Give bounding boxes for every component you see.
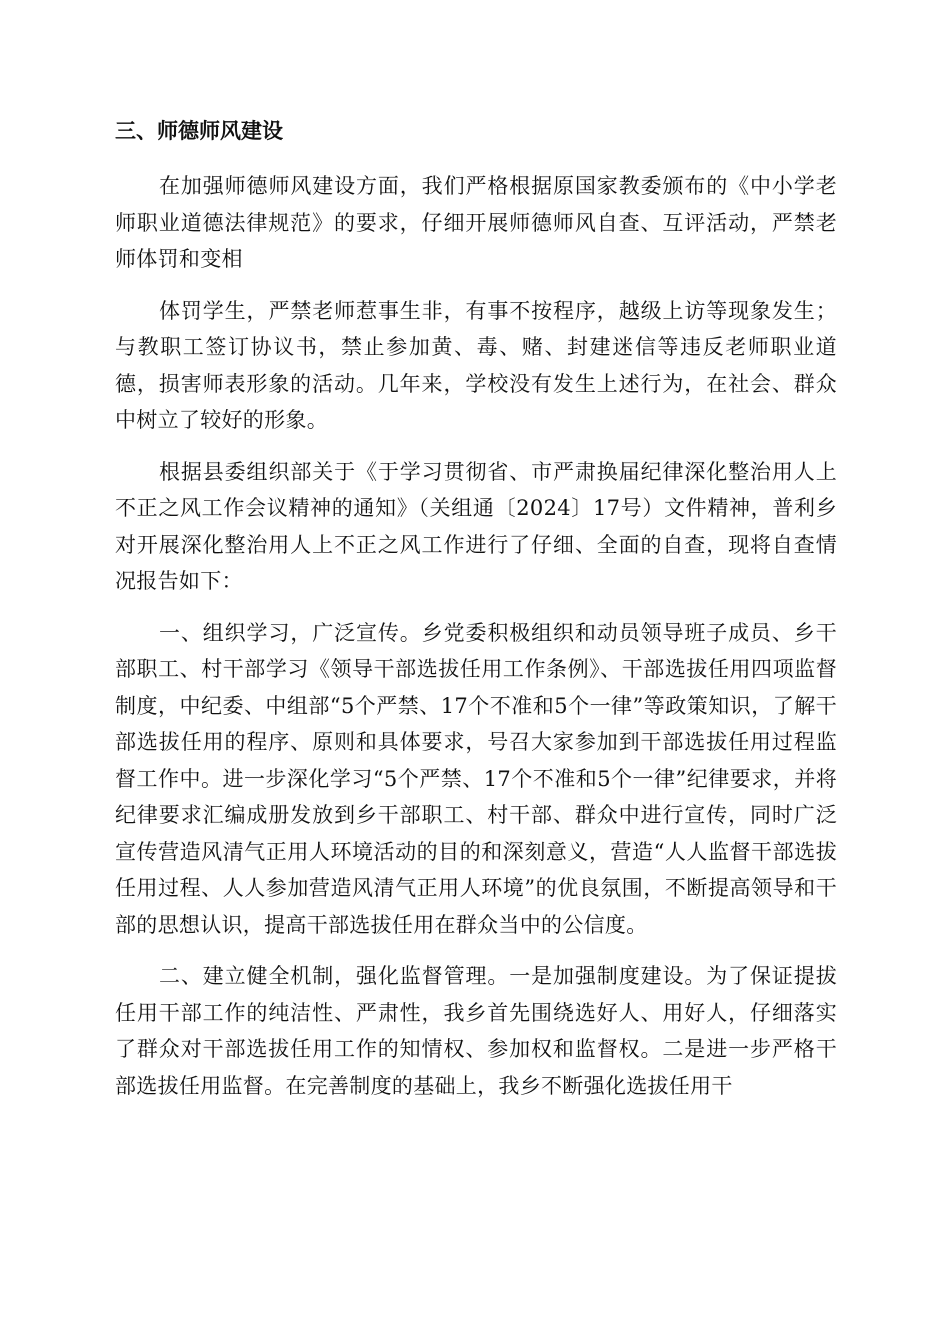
paragraph-establish-mechanism: 二、建立健全机制，强化监督管理。一是加强制度建设。为了保证提拔任用干部工作的纯洁性、严肃性，我乡首先围绕选好人、用好人，仔细落实了群众对干部选拔任用工作的知情权、参加权和监督权。二是进一步严格干部选拔任用监督。在完善制度的基础上，我乡不断强化选拔任用干 xyxy=(115,964,837,1098)
document-body xyxy=(115,112,837,1119)
paragraph-teacher-ethics: 在加强师德师风建设方面，我们严格根据原国家教委颁布的《中小学老师职业道德法律规范》的要求，仔细开展师德师风自查、互评活动，严禁老师体罚和变相 xyxy=(115,174,837,271)
section-heading: 三、师德师风建设 xyxy=(115,119,283,143)
paragraph-self-inspection-intro: 根据县委组织部关于《于学习贯彻省、市严肃换届纪律深化整治用人上不正之风工作会议精神的通知》（关组通〔2024〕17号）文件精神，普利乡对开展深化整治用人上不正之风工作进行了仔细、全面的自查，现将自查情况报告如下： xyxy=(115,459,837,593)
paragraph-corporal-punishment: 体罚学生，严禁老师惹事生非，有事不按程序，越级上访等现象发生；与教职工签订协议书，禁止参加黄、毒、赌、封建迷信等违反老师职业道德，损害师表形象的活动。几年来，学校没有发生上述行为，在社会、群众中树立了较好的形象。 xyxy=(115,298,837,432)
paragraph-organize-study: 一、组织学习，广泛宣传。乡党委积极组织和动员领导班子成员、乡干部职工、村干部学习《领导干部选拔任用工作条例》、干部选拔任用四项监督制度，中纪委、中组部“5个严禁、17个不准和5个一律”等政策知识，了解干部选拔任用的程序、原则和具体要求，号召大家参加到干部选拔任用过程监督工作中。进一步深化学习“5个严禁、17个不准和5个一律”纪律要求，并将纪律要求汇编成册发放到乡干部职工、村干部、群众中进行宣传，同时广泛宣传营造风清气正用人环境活动的目的和深刻意义，营造“人人监督干部选拔任用过程、人人参加营造风清气正用人环境”的优良氛围，不断提高领导和干部的思想认识，提高干部选拔任用在群众当中的公信度。 xyxy=(115,620,837,937)
